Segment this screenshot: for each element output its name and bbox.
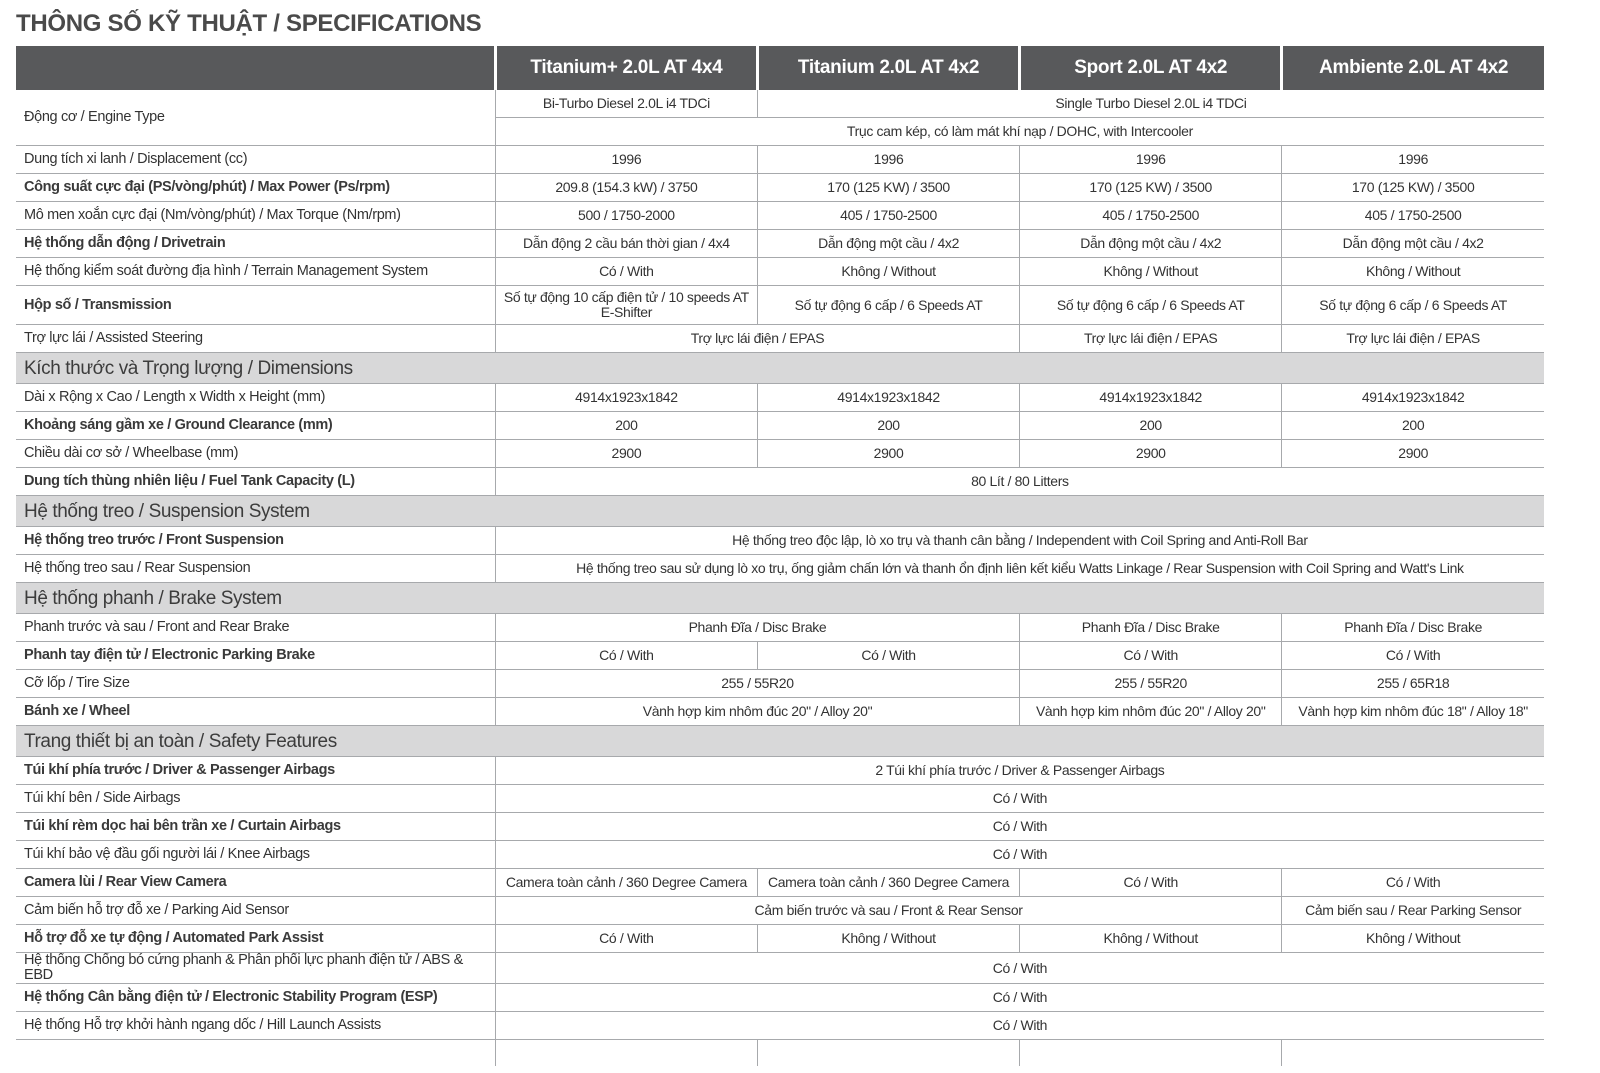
spec-value: Single Turbo Diesel 2.0L i4 TDCi — [757, 90, 1544, 118]
spec-label: Khoảng sáng gầm xe / Ground Clearance (mm) — [16, 412, 495, 440]
spec-value: Không / Without — [1020, 925, 1282, 953]
spec-value: 170 (125 KW) / 3500 — [1020, 174, 1282, 202]
spec-label: Hệ thống kiểm soát đường địa hình / Terrain Management System — [16, 258, 495, 286]
page-title: THÔNG SỐ KỸ THUẬT / SPECIFICATIONS — [16, 10, 482, 37]
spec-value: 255 / 65R18 — [1282, 670, 1544, 698]
section-title: Kích thước và Trọng lượng / Dimensions — [16, 353, 1544, 384]
section-title: Trang thiết bị an toàn / Safety Features — [16, 726, 1544, 757]
spec-value: Có / With — [1282, 642, 1544, 670]
header-model-titanium-plus: Titanium+ 2.0L AT 4x4 — [495, 46, 757, 90]
spec-value: Có / With — [1020, 642, 1282, 670]
spec-row — [16, 555, 1544, 583]
spec-value: Dẫn động 2 cầu bán thời gian / 4x4 — [495, 230, 757, 258]
section-header-row — [16, 726, 1544, 757]
spec-label: Camera lùi / Rear View Camera — [16, 869, 495, 897]
spec-value: 2900 — [1282, 440, 1544, 468]
spec-value: Trợ lực lái điện / EPAS — [495, 325, 1019, 353]
table-body — [16, 90, 1544, 1066]
spec-row — [16, 757, 1544, 785]
spec-label: Hệ thống Cân bằng điện tử / Electronic Stability Program (ESP) — [16, 984, 495, 1012]
header-model-titanium: Titanium 2.0L AT 4x2 — [757, 46, 1019, 90]
spec-label: Dung tích thùng nhiên liệu / Fuel Tank Capacity (L) — [16, 468, 495, 496]
spec-row — [16, 984, 1544, 1012]
spec-value: Vành hợp kim nhôm đúc 18" / Alloy 18" — [1282, 698, 1544, 726]
spec-value: Có / With — [495, 258, 757, 286]
spec-value: Không / Without — [1282, 925, 1544, 953]
spec-value: 1996 — [1282, 146, 1544, 174]
spec-value: Phanh Đĩa / Disc Brake — [495, 614, 1019, 642]
spec-row — [16, 90, 1544, 118]
spec-row — [16, 230, 1544, 258]
spec-row — [16, 813, 1544, 841]
spec-row — [16, 953, 1544, 984]
spec-value: 405 / 1750-2500 — [757, 202, 1019, 230]
spec-label: Trợ lực lái / Assisted Steering — [16, 325, 495, 353]
section-header-row — [16, 353, 1544, 384]
spec-value: Có / With — [495, 785, 1544, 813]
spec-value: 255 / 55R20 — [495, 670, 1019, 698]
spec-value: Có / With — [495, 1012, 1544, 1040]
spec-label: Công suất cực đại (PS/vòng/phút) / Max Power (Ps/rpm) — [16, 174, 495, 202]
spec-label: Cỡ lốp / Tire Size — [16, 670, 495, 698]
spec-value: 2900 — [495, 440, 757, 468]
spec-value: Bi-Turbo Diesel 2.0L i4 TDCi — [495, 90, 757, 118]
spec-label: Túi khí phía trước / Driver & Passenger Airbags — [16, 757, 495, 785]
spec-label: Hệ thống Chống bó cứng phanh & Phân phối lực phanh điện tử / ABS & EBD — [16, 953, 495, 984]
spec-value: Không / Without — [757, 258, 1019, 286]
section-header-row — [16, 496, 1544, 527]
spec-label: Túi khí bên / Side Airbags — [16, 785, 495, 813]
spec-label: Động cơ / Engine Type — [16, 90, 495, 146]
section-title: Hệ thống treo / Suspension System — [16, 496, 1544, 527]
spec-row — [16, 384, 1544, 412]
spec-row — [16, 642, 1544, 670]
spec-row — [16, 869, 1544, 897]
spec-label: Hỗ trợ đỗ xe tự động / Automated Park Assist — [16, 925, 495, 953]
spec-value: Hệ thống treo sau sử dụng lò xo trụ, ống giảm chấn lớn và thanh ổn định liên kết kiểu Watts Linkage / Rear Suspension with Coil Spring and Watt's Link — [495, 555, 1544, 583]
spec-value: Không / Without — [757, 925, 1019, 953]
spec-label: Hệ thống treo trước / Front Suspension — [16, 527, 495, 555]
spec-value: Số tự động 10 cấp điện tử / 10 speeds AT E-Shifter — [495, 286, 757, 325]
spec-value: Hệ thống treo độc lập, lò xo trụ và thanh cân bằng / Independent with Coil Spring and Anti-Roll Bar — [495, 527, 1544, 555]
spec-row — [16, 468, 1544, 496]
spec-value: 500 / 1750-2000 — [495, 202, 757, 230]
spec-value: Có / With — [495, 925, 757, 953]
spec-value: 405 / 1750-2500 — [1020, 202, 1282, 230]
spec-value: 2900 — [757, 440, 1019, 468]
spec-value: 4914x1923x1842 — [1282, 384, 1544, 412]
spec-value: Cảm biến sau / Rear Parking Sensor — [1282, 897, 1544, 925]
section-title: Hệ thống phanh / Brake System — [16, 583, 1544, 614]
spec-label: Hộp số / Transmission — [16, 286, 495, 325]
spec-value: Phanh Đĩa / Disc Brake — [1282, 614, 1544, 642]
spec-label: Túi khí rèm dọc hai bên trần xe / Curtain Airbags — [16, 813, 495, 841]
spec-value: 4914x1923x1842 — [757, 384, 1019, 412]
spec-label — [16, 1040, 495, 1067]
spec-row — [16, 325, 1544, 353]
spec-row — [16, 670, 1544, 698]
header-model-sport: Sport 2.0L AT 4x2 — [1020, 46, 1282, 90]
spec-row — [16, 785, 1544, 813]
spec-label: Phanh tay điện tử / Electronic Parking Brake — [16, 642, 495, 670]
spec-value: 200 — [1282, 412, 1544, 440]
spec-value — [757, 1040, 1019, 1067]
spec-row — [16, 1040, 1544, 1067]
spec-value: 4914x1923x1842 — [1020, 384, 1282, 412]
spec-label: Mô men xoắn cực đại (Nm/vòng/phút) / Max Torque (Nm/rpm) — [16, 202, 495, 230]
table-header-row — [16, 46, 1544, 90]
spec-value: Camera toàn cảnh / 360 Degree Camera — [757, 869, 1019, 897]
spec-label: Túi khí bảo vệ đầu gối người lái / Knee Airbags — [16, 841, 495, 869]
spec-value: Trợ lực lái điện / EPAS — [1282, 325, 1544, 353]
spec-value: Không / Without — [1020, 258, 1282, 286]
spec-value: 2900 — [1020, 440, 1282, 468]
spec-value: Có / With — [495, 953, 1544, 984]
spec-value: 200 — [495, 412, 757, 440]
spec-value: 209.8 (154.3 kW) / 3750 — [495, 174, 757, 202]
spec-value: 4914x1923x1842 — [495, 384, 757, 412]
spec-row — [16, 146, 1544, 174]
spec-row — [16, 698, 1544, 726]
spec-row — [16, 1012, 1544, 1040]
spec-row — [16, 174, 1544, 202]
spec-value: 170 (125 KW) / 3500 — [757, 174, 1019, 202]
spec-value: 2 Túi khí phía trước / Driver & Passenger Airbags — [495, 757, 1544, 785]
spec-label: Hệ thống dẫn động / Drivetrain — [16, 230, 495, 258]
spec-row — [16, 614, 1544, 642]
spec-label: Hệ thống Hỗ trợ khởi hành ngang dốc / Hill Launch Assists — [16, 1012, 495, 1040]
spec-label: Hệ thống treo sau / Rear Suspension — [16, 555, 495, 583]
spec-value: Có / With — [1020, 869, 1282, 897]
spec-row — [16, 897, 1544, 925]
spec-value: Vành hợp kim nhôm đúc 20" / Alloy 20" — [495, 698, 1019, 726]
section-header-row — [16, 583, 1544, 614]
spec-value: Số tự động 6 cấp / 6 Speeds AT — [757, 286, 1019, 325]
spec-value — [1020, 1040, 1282, 1067]
spec-value: Có / With — [495, 813, 1544, 841]
spec-label: Cảm biến hỗ trợ đỗ xe / Parking Aid Sensor — [16, 897, 495, 925]
spec-row — [16, 412, 1544, 440]
spec-value: Trợ lực lái điện / EPAS — [1020, 325, 1282, 353]
header-model-ambiente: Ambiente 2.0L AT 4x2 — [1282, 46, 1544, 90]
spec-value: Số tự động 6 cấp / 6 Speeds AT — [1282, 286, 1544, 325]
spec-label: Dung tích xi lanh / Displacement (cc) — [16, 146, 495, 174]
spec-label: Bánh xe / Wheel — [16, 698, 495, 726]
spec-value: Có / With — [757, 642, 1019, 670]
spec-value — [1282, 1040, 1544, 1067]
spec-value: Phanh Đĩa / Disc Brake — [1020, 614, 1282, 642]
header-corner-cell — [16, 46, 495, 90]
spec-value: Không / Without — [1282, 258, 1544, 286]
spec-value: 200 — [1020, 412, 1282, 440]
spec-value: Trục cam kép, có làm mát khí nạp / DOHC, with Intercooler — [495, 118, 1544, 146]
spec-value: 405 / 1750-2500 — [1282, 202, 1544, 230]
spec-value: Dẫn động một cầu / 4x2 — [1020, 230, 1282, 258]
spec-value: Có / With — [495, 642, 757, 670]
spec-value: Cảm biến trước và sau / Front & Rear Sensor — [495, 897, 1281, 925]
spec-value: Camera toàn cảnh / 360 Degree Camera — [495, 869, 757, 897]
spec-value: 1996 — [1020, 146, 1282, 174]
spec-value: Vành hợp kim nhôm đúc 20" / Alloy 20" — [1020, 698, 1282, 726]
spec-row — [16, 202, 1544, 230]
spec-value: 170 (125 KW) / 3500 — [1282, 174, 1544, 202]
spec-label: Phanh trước và sau / Front and Rear Brake — [16, 614, 495, 642]
spec-row — [16, 527, 1544, 555]
spec-row — [16, 841, 1544, 869]
spec-value: 200 — [757, 412, 1019, 440]
spec-row — [16, 286, 1544, 325]
spec-row — [16, 440, 1544, 468]
spec-value: 1996 — [495, 146, 757, 174]
spec-label: Chiều dài cơ sở / Wheelbase (mm) — [16, 440, 495, 468]
spec-value: Có / With — [495, 841, 1544, 869]
spec-value — [495, 1040, 757, 1067]
specifications-table — [16, 46, 1544, 1066]
spec-label: Dài x Rộng x Cao / Length x Width x Height (mm) — [16, 384, 495, 412]
spec-value: Số tự động 6 cấp / 6 Speeds AT — [1020, 286, 1282, 325]
spec-value: 255 / 55R20 — [1020, 670, 1282, 698]
spec-row — [16, 258, 1544, 286]
spec-value: Có / With — [1282, 869, 1544, 897]
spec-value: 1996 — [757, 146, 1019, 174]
spec-row — [16, 925, 1544, 953]
spec-value: Dẫn động một cầu / 4x2 — [1282, 230, 1544, 258]
spec-value: 80 Lít / 80 Litters — [495, 468, 1544, 496]
spec-value: Dẫn động một cầu / 4x2 — [757, 230, 1019, 258]
spec-value: Có / With — [495, 984, 1544, 1012]
